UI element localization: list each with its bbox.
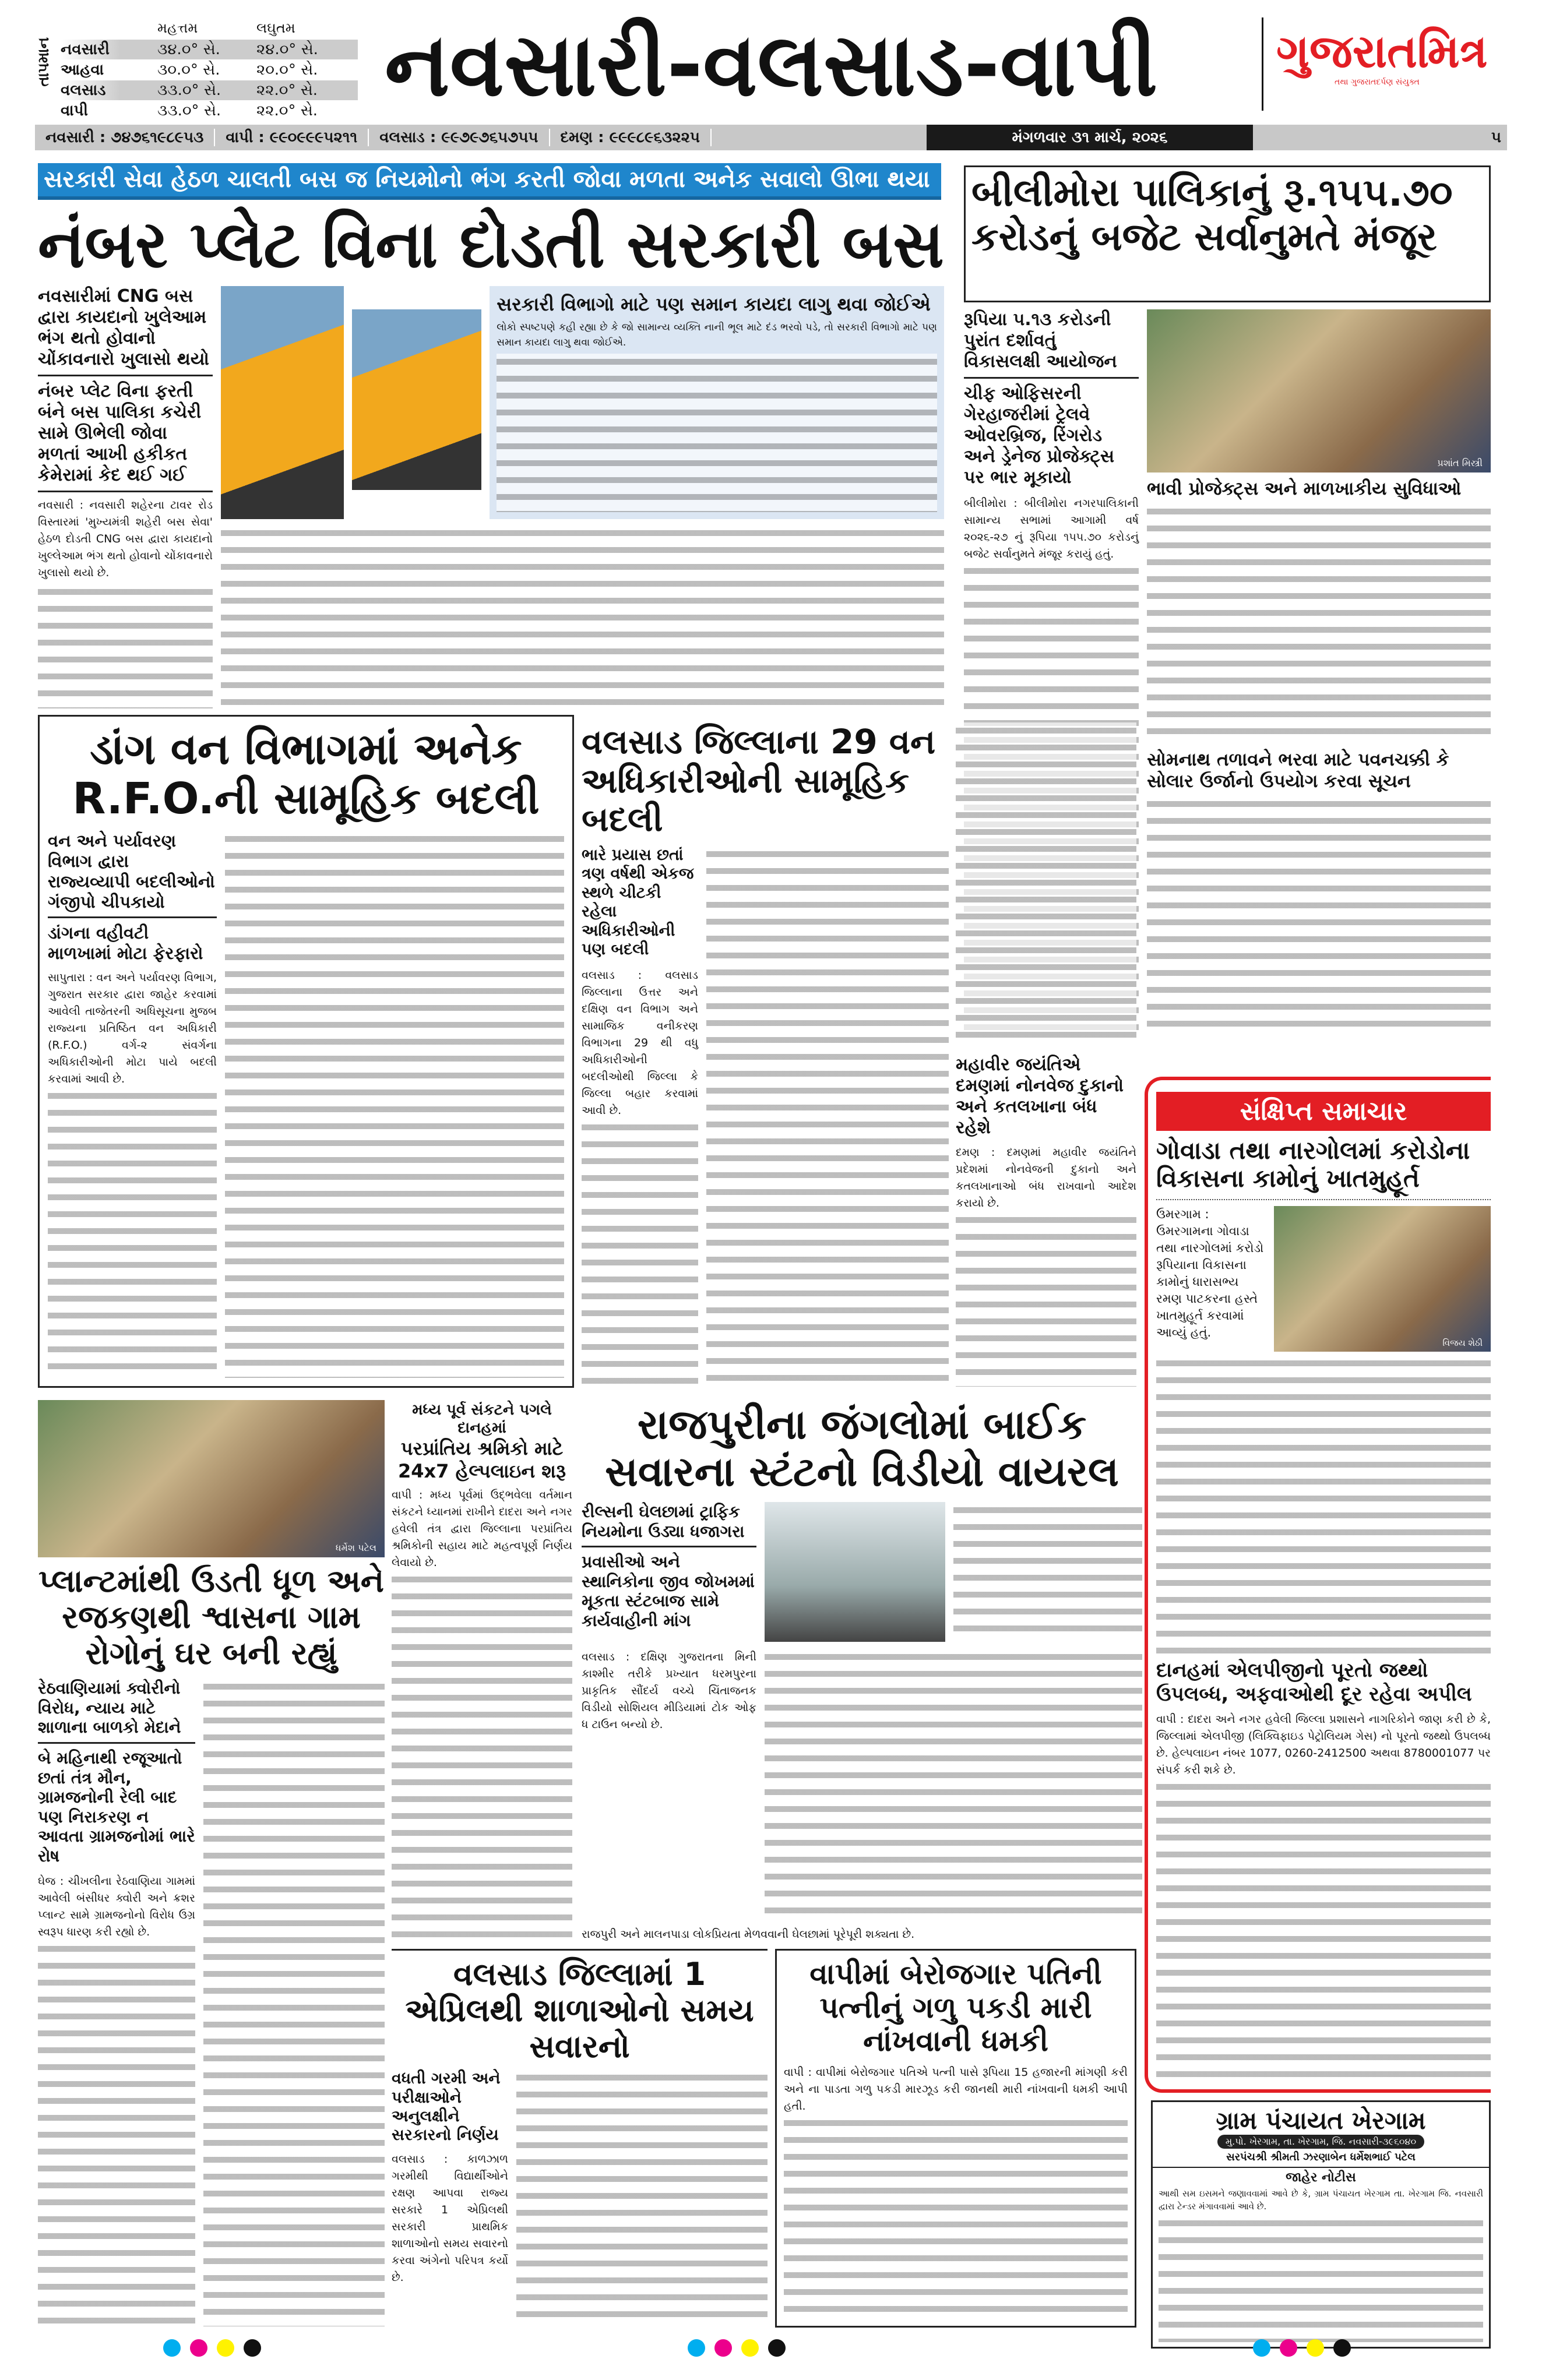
bike-stunt-photo — [765, 1502, 945, 1642]
print-registration-marks — [1253, 2339, 1351, 2357]
phone-vapi: વાપી : ૯૯૦૯૯૯૫૨૧૧ — [215, 129, 369, 146]
photo-credit: ધર્મેશ પટેલ — [335, 1542, 376, 1553]
city: વલસાડ — [61, 81, 106, 99]
yellow-mark — [217, 2339, 234, 2357]
weather-row — [61, 40, 358, 59]
cyan-mark — [163, 2339, 181, 2357]
notice-body: આથી સમ ઇસમને જણાવવામાં આવે છે કે, ગ્રામ પંચાયત ખેરગામ તા. ખેરગામ જિ. નવસારી દ્વારા ટેન્ડર મંગાવવામાં આવે છે. — [1159, 2188, 1483, 2212]
city: નવસારી — [61, 40, 110, 58]
main-lead — [38, 286, 213, 708]
vapi-article — [775, 1949, 1136, 2328]
cyan-mark — [688, 2339, 705, 2357]
city: આહવા — [61, 61, 104, 79]
black-mark — [1333, 2339, 1351, 2357]
min-temp: ૨૦.૦° સે. — [256, 61, 318, 79]
sarpanch-name: સરપંચશ્રી શ્રીમતી ઝરણાબેન ધર્મેશભાઈ પટેલ — [1153, 2151, 1489, 2168]
article-body: સાપુતારા : વન અને પર્યાવરણ વિભાગ, ગુજરાત સરકાર દ્વારા જાહેર કરવામાં આવેલી તાજેતરની અધિસૂચના મુજબ રાજ્યના પ્રતિષ્ઠિત વન અધિકારી (R.F.O.) વર્ગ-૨ સંવર્ગના અધિકારીઓની મોટા પાયે બદલી કરવામાં આવી છે. — [48, 971, 217, 1085]
lead-text: બે મહિનાથી રજૂઆતો છતાં તંત્ર મૌન, ગ્રામજનોની રેલી બાદ પણ નિરાકરણ ન આવતા ગ્રામજનોમાં ભારે રોષ — [38, 1748, 195, 1866]
plant-leads — [38, 1679, 195, 2326]
rajpuri-headline: રાજપુરીના જંગલોમાં બાઈક સવારના સ્ટંટનો વિડીયો વાયરલ — [605, 1401, 1119, 1496]
weather-box — [35, 20, 361, 122]
valsad-van-article — [582, 722, 949, 1387]
black-mark — [244, 2339, 261, 2357]
helpline-article — [392, 1401, 572, 1937]
ceremony-photo — [1274, 1206, 1491, 1352]
notice-heading: જાહેર નોટીસ — [1286, 2170, 1356, 2185]
article-body: વાપી : મધ્ય પૂર્વમાં ઉદ્ભવેલા વર્તમાન સંકટને ધ્યાનમાં રાખીને દાદરા અને નગર હવેલી તંત્ર દ્વારા જિલ્લાના પરપ્રાંતિય શ્રમિકોની સહાય માટે મહત્વપૂર્ણ નિર્ણય લેવાયો છે. — [392, 1489, 572, 1570]
lead-text: રૂપિયા ૫.૧૩ કરોડની પુરાંત દર્શાવતું વિકાસલક્ષી આયોજન — [964, 309, 1117, 372]
cyan-mark — [1253, 2339, 1270, 2357]
brief-headline: ગોવાડા તથા નારગોલમાં કરોડોના વિકાસના કામોનું ખાતમુહૂર્ત — [1156, 1136, 1470, 1193]
magenta-mark — [714, 2339, 732, 2357]
vapi-headline: વાપીમાં બેરોજગાર પતિની પત્નીનું ગળુ પકડી મારી નાંખવાની ધમકી — [809, 1957, 1102, 2058]
max-temp: ૩૪.૦° સે. — [157, 40, 220, 58]
article-body: નવસારી : નવસારી શહેરના ટાવર રોડ વિસ્તારમાં 'મુખ્યમંત્રી શહેરી બસ સેવા' હેઠળ દોડતી CNG બસ દ્વારા કાયદાનો ખુલ્લેઆમ ભંગ થતો હોવાનો ચોંકાવનારો ખુલાસો થયો છે. — [38, 498, 213, 579]
magenta-mark — [1280, 2339, 1297, 2357]
max-temp-label: મહત્તમ — [157, 20, 198, 36]
weather-row — [61, 80, 358, 100]
rajpuri-article — [582, 1401, 1142, 1943]
lead-text: વધતી ગરમી અને પરીક્ષાઓને અનુલક્ષીને સરકારનો નિર્ણય — [392, 2069, 501, 2145]
lead-text: રેઠવાણિયામાં ક્વોરીનો વિરોધ, ન્યાય માટે શાળાના બાળકો મેદાને — [38, 1679, 181, 1737]
max-temp: ૩૦.૦° સે. — [157, 61, 220, 79]
lead-text: નવસારીમાં CNG બસ દ્વારા કાયદાનો ખુલેઆમ ભંગ થતો હોવાનો ચોંકાવનારો ખુલાસો થયો — [38, 285, 209, 369]
article-text — [953, 1502, 1142, 1642]
max-temp: ૩૩.૦° સે. — [157, 101, 221, 119]
black-mark — [768, 2339, 786, 2357]
article-text — [1147, 796, 1491, 1037]
divider — [1262, 17, 1263, 111]
bilimora-headline-box — [964, 165, 1491, 302]
photo-credit: વિજય શેઠી — [1442, 1337, 1483, 1348]
rajpuri-leads — [582, 1502, 756, 1642]
brief-body: ઉમરગામ : ઉમરગામના ગોવાડા તથા નારગોલમાં કરોડો રૂપિયાના વિકાસના કામોનું ધારાસભ્ય રમણ પાટકરના હસ્તે ખાતમુહૂર્ત કરવામાં આવ્યું હતું. — [1156, 1207, 1264, 1339]
children-photo — [38, 1400, 385, 1557]
min-temp: ૨૨.૦° સે. — [256, 81, 318, 99]
article-body: વલસાડ : કાળઝાળ ગરમીથી વિદ્યાર્થીઓને રક્ષણ આપવા રાજ્ય સરકારે 1 એપ્રિલથી સરકારી પ્રાથમિક શાળાઓનો સમય સવારનો કરવા અંગેનો પરિપત્ર કર્યો છે. — [392, 2152, 508, 2284]
valsad-van-headline: વલસાડ જિલ્લાના 29 વન અધિકારીઓની સામૂહિક બદલી — [582, 722, 936, 840]
article-text — [765, 1649, 1142, 1923]
brief-news-header: સંક્ષિપ્ત સમાચાર — [1156, 1092, 1491, 1131]
sidebar-box — [490, 286, 944, 519]
mahavir-column — [956, 722, 1136, 1387]
min-temp: ૨૨.૦° સે. — [256, 101, 318, 119]
lead-text: વન અને પર્યાવરણ વિભાગ દ્વારા રાજ્યવ્યાપી બદલીઓનો ગંજીપો ચીપકાયો — [48, 831, 215, 912]
bus-photo — [221, 286, 344, 519]
newspaper-logo — [1276, 26, 1498, 87]
article-body: વાપી : વાપીમાં બેરોજગાર પતિએ પત્ની પાસે રૂપિયા 15 હજારની માંગણી કરી અને ના પાડતા ગળુ પકડી મારઝૂડ કરી જાનથી મારી નાંખવાની ધમકી આપી હતી. — [784, 2065, 1128, 2113]
max-temp: ૩૩.૦° સે. — [157, 81, 221, 99]
article-body: બીલીમોરા : બીલીમોરા નગરપાલિકાની સામાન્ય સભામાં આગામી વર્ષ ૨૦૨૬-૨૭ નું રૂપિયા ૧૫૫.૭૦ કરોડનું બજેટ સર્વાનુમતે મંજૂર કરાયું હતું. — [964, 497, 1139, 560]
lead-text: નંબર પ્લેટ વિના ફરતી બંને બસ પાલિકા કચેરી સામે ઊભેલી જોવા મળતાં આખી હકીકત કેમેરામાં કેદ થઈ ગઈ — [38, 380, 202, 485]
phone-daman: દમણ : ૯૯૯૮૯૬૩૨૨૫ — [550, 129, 712, 146]
yellow-mark — [741, 2339, 759, 2357]
lead-text: પ્રવાસીઓ અને સ્થાનિકોના જીવ જોખમમાં મૂકતા સ્ટંટબાજ સામે કાર્યવાહીની માંગ — [582, 1552, 755, 1630]
logo-tagline: તથા ગુજરાતદર્પણ સંયુક્ત — [1335, 77, 1420, 87]
print-registration-marks — [688, 2339, 786, 2357]
article-tail: રાજપુરી અને માલનપાડા લોકપ્રિયતા મેળવવાની ઘેલછામાં પૂરેપૂરી શક્યતા છે. — [582, 1928, 915, 1941]
phone-valsad: વલસાડ : ૯૯૭૯૭૬૫૭૫૫ — [369, 129, 550, 146]
lead-text: રીલ્સની ઘેલછામાં ટ્રાફિક નિયમોના ઉડ્યા ધજાગરા — [582, 1502, 745, 1541]
masthead-title: નવસારી-વલસાડ-વાપી — [385, 15, 1158, 116]
print-registration-marks — [163, 2339, 261, 2357]
article-text — [203, 1679, 385, 2326]
article-body: વલસાડ : દક્ષિણ ગુજરાતના મિની કાશ્મીર તરીકે પ્રખ્યાત ધરમપુરના પ્રાકૃતિક સૌંદર્ય વચ્ચે ચિંતાજનક વિડીયો સોશિયલ મીડિયામાં ટોક ઓફ ધ ટાઉન બન્યો છે. — [582, 1651, 756, 1731]
kicker: મધ્ય પૂર્વ સંકટને પગલે દાનહમાં — [412, 1401, 552, 1437]
bus-photo — [352, 309, 482, 490]
weather-label: તાપમાન — [35, 37, 52, 87]
weather-row — [61, 60, 358, 80]
article-body: વલસાડ : વલસાડ જિલ્લાના ઉત્તર અને દક્ષિણ વન વિભાગ અને સામાજિક વનીકરણ વિભાગના 29 થી વધુ અધિકારીઓની બદલીઓથી જિલ્લા કે જિલ્લા બહાર કરવામાં આવી છે. — [582, 969, 698, 1117]
city: વાપી — [61, 101, 88, 119]
lead-text: ડાંગના વહીવટી માળખામાં મોટા ફેરફારો — [48, 923, 203, 964]
logo-text: ગુજરાતમિત્ર — [1276, 26, 1488, 78]
page-number: ૫ — [1491, 129, 1501, 146]
school-article — [392, 1949, 768, 2328]
subheading: સોમનાથ તળાવને ભરવા માટે પવનચક્કી કે સોલાર ઉર્જાનો ઉપયોગ કરવા સૂચન — [1147, 749, 1449, 792]
subheading: ભાવી પ્રોજેક્ટ્સ અને માળખાકીય સુવિધાઓ — [1147, 478, 1462, 499]
main-story-kicker: સરકારી સેવા હેઠળ ચાલતી બસ જ નિયમોનો ભંગ કરતી જોવા મળતા અનેક સવાલો ઊભા થયા — [44, 166, 930, 193]
article-text — [221, 525, 944, 708]
plant-headline: પ્લાન્ટમાંથી ઉડતી ધૂળ અને રજકણથી શ્વાસના ગામ રોગોનું ઘર બની રહ્યું — [38, 1563, 385, 1672]
article-text — [956, 722, 1136, 1048]
min-temp-label: લઘુતમ — [256, 20, 295, 36]
min-temp: ૨૪.૦° સે. — [256, 40, 318, 58]
notice-address: મુ.પો. ખેરગામ, તા. ખેરગામ, જિ. નવસારી-૩૯૬૦૪૦ — [1217, 2135, 1424, 2149]
gram-panchayat-notice — [1151, 2100, 1491, 2349]
mahavir-article — [956, 1055, 1136, 1212]
issue-date: મંગળવાર ૩૧ માર્ચ, ૨૦૨૬ — [1012, 129, 1168, 146]
dang-headline: ડાંગ વન વિભાગમાં અનેક R.F.O.ની સામૂહિક બદલી — [72, 724, 540, 824]
phone-list — [35, 125, 897, 150]
notice-title: ગ્રામ પંચાયત ખેરગામ — [1216, 2106, 1426, 2135]
dang-article — [38, 715, 574, 1388]
main-headline: નંબર પ્લેટ વિના દોડતી સરકારી બસ — [38, 207, 944, 283]
photo-credit: પ્રશાંત મિસ્ત્રી — [1437, 457, 1483, 468]
article-body: દમણ : દમણમાં મહાવીર જયંતિને પ્રદેશમાં નોનવેજની દુકાનો અને કતલખાનાઓ બંધ રાખવાનો આદેશ કરાયો છે. — [956, 1146, 1136, 1210]
school-headline: વલસાડ જિલ્લામાં 1 એપ્રિલથી શાળાઓનો સમય સવારનો — [405, 1956, 754, 2065]
mahavir-headline: મહાવીર જયંતિએ દમણમાં નોનવેજ દુકાનો અને કતલખાના બંધ રહેશે — [956, 1055, 1124, 1138]
issue-date-box — [927, 125, 1253, 150]
contact-bar — [35, 125, 1507, 150]
lead-text: ચીફ ઓફિસરની ગેરહાજરીમાં ટ્રેલવે ઓવરબ્રિજ, રિંગરોડ અને ડ્રેનેજ પ્રોજેક્ટ્સ પર ભાર મૂકાયો — [964, 383, 1115, 488]
article-text — [1147, 503, 1491, 745]
plant-article — [38, 1400, 385, 2326]
lead-text: ભારે પ્રયાસ છતાં ત્રણ વર્ષથી એકજ સ્થળે ચીટકી રહેલા અધિકારીઓની પણ બદલી — [582, 846, 694, 959]
helpline-headline: પરપ્રાંતિય શ્રમિકો માટે 24x7 હેલ્પલાઇન શરૂ — [397, 1437, 566, 1482]
yellow-mark — [1307, 2339, 1324, 2357]
magenta-mark — [190, 2339, 207, 2357]
brief-headline: દાનહમાં એલપીજીનો પૂરતો જથ્થો ઉપલબ્ધ, અફવાઓથી દૂર રહેવા અપીલ — [1156, 1659, 1472, 1706]
main-story-kicker-box — [38, 163, 941, 200]
phone-navsari: નવસારી : ૭૪૭૬૧૯૮૯૫૩ — [35, 129, 215, 146]
main-story — [38, 207, 944, 708]
article-body: ઘેજ : ચીખલીના રેઠવાણિયા ગામમાં આવેલી બંસીધર ક્વોરી અને ક્રશર પ્લાન્ટ સામે ગ્રામજનોનો વિરોધ ઉગ્ર સ્વરૂપ ધારણ કરી રહ્યો છે. — [38, 1874, 195, 1938]
brief-news-box — [1145, 1077, 1491, 2093]
masthead — [385, 17, 1253, 117]
bilimora-headline: બીલીમોરા પાલિકાનું રૂ.૧૫૫.૭૦ કરોડનું બજેટ સર્વાનુમતે મંજૂર — [971, 170, 1453, 259]
side-body: લોકો સ્પષ્ટપણે કહી રહ્યા છે કે જો સામાન્ય વ્યક્તિ નાની ભૂલ માટે દંડ ભરવો પડે, તો સરકારી વિભાગો માટે પણ સમાન કાયદા લાગુ થવા જોઈએ. — [497, 322, 937, 349]
meeting-photo — [1147, 309, 1491, 473]
brief-body: વાપી : દાદરા અને નગર હવેલી જિલ્લા પ્રશાસને નાગરિકોને જાણ કરી છે કે, જિલ્લામાં એલપીજી (લિક્વિફાઇડ પેટ્રોલિયમ ગેસ) નો પૂરતો જથ્થો ઉપલબ્ધ છે. હેલ્પલાઇન નંબર 1077, 0260-2412500 અથવા 8780001077 પર સંપર્ક કરી શકે છે. — [1156, 1712, 1491, 1776]
weather-row — [61, 101, 358, 121]
side-title: સરકારી વિભાગો માટે પણ સમાન કાયદા લાગુ થવા જોઈએ — [497, 292, 931, 315]
